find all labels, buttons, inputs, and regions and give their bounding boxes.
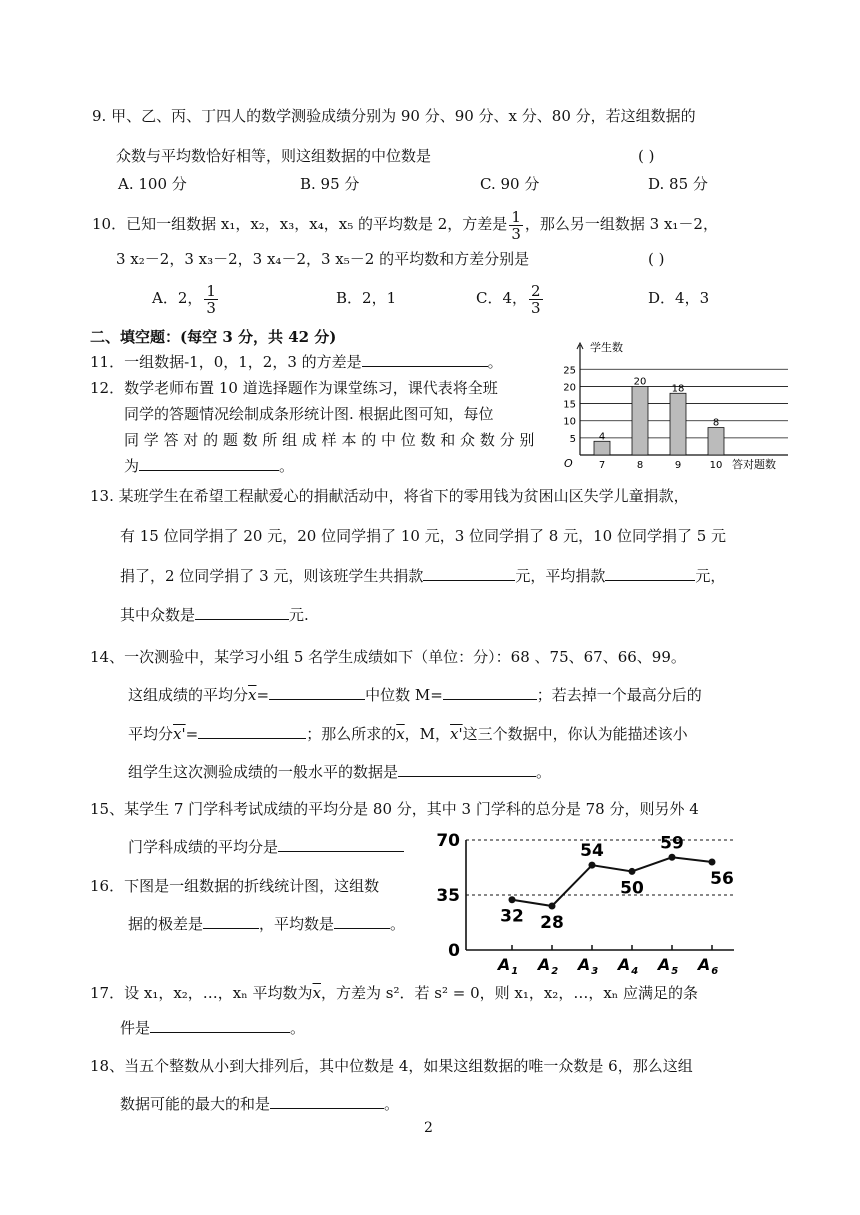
q10-option-c-den: 3	[531, 298, 541, 317]
q16-line2-c: 。	[390, 915, 406, 933]
bar-chart-ytick-label: 25	[563, 365, 576, 377]
line-chart-data-label: 54	[580, 841, 604, 862]
q14-xbar-symbol: $\overline{x}$	[248, 686, 257, 704]
q18-line1: 18、当五个整数从小到大排列后，其中位数是 4，如果这组数据的唯一众数是 6，那么这组	[90, 1057, 693, 1075]
q14-line2-a: 这组成绩的平均分	[128, 686, 249, 704]
q15-blank[interactable]	[278, 837, 404, 852]
bar-chart-ytick-label: 20	[563, 382, 576, 394]
bar-chart-ylabel: 学生数	[590, 341, 623, 354]
q17-blank[interactable]	[150, 1018, 290, 1033]
q15-line2	[128, 837, 404, 857]
line-chart-xtick-label: $A_6$	[697, 955, 719, 977]
bar-chart	[562, 335, 802, 475]
q11-text: 11．一组数据-1，0，1，2，3 的方差是	[90, 353, 362, 371]
line-chart-data-label: 32	[500, 906, 524, 927]
q16-line2-a: 据的极差是	[128, 915, 204, 933]
bar-chart-bar	[632, 386, 648, 455]
q9-option-b: B. 95 分	[300, 175, 360, 193]
bar-chart-bar	[594, 441, 610, 455]
q13-line3-c: 元，	[695, 567, 726, 585]
q14-line2-c: 中位数 M=	[365, 686, 443, 704]
q14-line4-b: 。	[536, 763, 552, 781]
q10-option-a-num: 1	[206, 281, 216, 300]
line-chart	[434, 826, 744, 982]
q10-option-a-den: 3	[206, 298, 216, 317]
bar-chart-xtick-label: 10	[709, 460, 723, 471]
bar-chart-origin: O	[564, 457, 573, 470]
line-chart-ytick-label: 70	[436, 831, 460, 851]
line-chart-point	[509, 896, 516, 903]
q12-end: 。	[279, 457, 295, 475]
line-chart-series-line	[512, 857, 712, 906]
q10-line2: 3 x₂－2，3 x₃－2，3 x₄－2，3 x₅－2 的平均数和方差分别是	[116, 250, 530, 268]
line-chart-point	[589, 862, 596, 869]
q18-line2	[120, 1094, 399, 1114]
q13-line3-b: 元，平均捐款	[515, 567, 606, 585]
q13-blank-average[interactable]	[605, 566, 695, 581]
q16-line2-b: ，平均数是	[259, 915, 335, 933]
q13-line4	[120, 605, 309, 625]
bar-chart-xlabel: 答对题数	[732, 458, 776, 471]
line-chart-xtick-subscript: 5	[671, 966, 679, 977]
q10-line1-post: ，那么另一组数据 3 x₁－2，	[524, 215, 718, 233]
q9-option-d: D. 85 分	[648, 175, 708, 193]
q11-line	[90, 352, 503, 372]
q10-fraction	[509, 209, 523, 242]
line-chart-xtick-label: $A_4$	[617, 955, 639, 977]
q10-frac-den: 3	[511, 224, 521, 243]
q14-line2	[128, 685, 702, 705]
line-chart-point	[669, 854, 676, 861]
line-chart-data-label: 56	[710, 869, 734, 889]
line-chart-data-label: 50	[620, 878, 644, 899]
bar-chart-xtick-label: 9	[674, 460, 682, 471]
q12-blank[interactable]	[139, 456, 279, 471]
q10-line1-pre: 10．已知一组数据 x₁，x₂，x₃，x₄，x₅ 的平均数是 2，方差是	[92, 215, 508, 233]
q12-line3: 同 学 答 对 的 题 数 所 组 成 样 本 的 中 位 数 和 众 数 分 别	[124, 431, 535, 449]
line-chart-xtick-subscript: 2	[551, 966, 559, 977]
q14-blank-new-mean[interactable]	[198, 724, 306, 739]
line-chart-xtick-subscript: 1	[511, 966, 519, 977]
line-chart-xtick-label: $A_1$	[497, 955, 519, 977]
q14-line1: 14、一次测验中，某学习小组 5 名学生成绩如下（单位：分）：68 、75、67、66、99。	[90, 648, 686, 666]
q14-blank-median[interactable]	[443, 685, 537, 700]
q16-blank-range[interactable]	[203, 914, 259, 929]
q11-end: 。	[487, 353, 503, 371]
q14-line3-e: 这三个数据中，你认为能描述该小	[462, 725, 688, 743]
line-chart-xtick-label: $A_5$	[657, 955, 679, 977]
line-chart-point	[549, 903, 556, 910]
q10-frac-num: 1	[511, 207, 521, 226]
q17-line1-a: 17．设 x₁，x₂，…，xₙ 平均数为	[90, 984, 313, 1002]
q10-option-a-fraction	[204, 283, 218, 316]
line-chart-xtick-label: $A_3$	[577, 955, 599, 977]
bar-chart-data-label: 20	[633, 376, 647, 388]
bar-chart-bar	[670, 393, 686, 455]
bar-chart-xtick-label: 8	[636, 460, 644, 471]
q13-blank-total[interactable]	[423, 566, 515, 581]
q13-line3-a: 捐了，2 位同学捐了 3 元，则该班学生共捐款	[120, 567, 424, 585]
q9-option-c: C. 90 分	[480, 175, 540, 193]
q13-line2: 有 15 位同学捐了 20 元，20 位同学捐了 10 元，3 位同学捐了 8 元，10 位同学捐了 5 元	[120, 527, 727, 545]
q17-xbar-symbol: $\overline{x}$	[312, 984, 321, 1002]
q17-line2-b: 。	[290, 1019, 306, 1037]
q13-line1: 13. 某班学生在希望工程献爱心的捐献活动中，将省下的零用钱为贫困山区失学儿童捐款，	[90, 487, 689, 505]
line-chart-xtick-subscript: 4	[631, 966, 639, 977]
q14-blank-best[interactable]	[398, 762, 536, 777]
q14-line4	[128, 762, 551, 782]
q17-line1	[90, 983, 698, 1003]
q17-line1-b: ，方差为 s²．若 s² = 0，则 x₁，x₂，…，xₙ 应满足的条	[321, 984, 699, 1002]
bar-chart-ytick-label: 5	[569, 433, 576, 445]
line-chart-data-label: 28	[540, 913, 564, 933]
bar-chart-data-label: 18	[671, 383, 685, 395]
q14-xprime-symbol: x'	[173, 725, 186, 743]
q10-option-d: D．4，3	[648, 289, 710, 307]
q14-line3-d: ，M，	[404, 725, 451, 743]
q12-line4-text: 为	[124, 457, 140, 475]
bar-chart-data-label: 4	[598, 431, 606, 443]
q14-line3-a: 平均分	[128, 725, 174, 743]
q14-xprime-symbol-2: x'	[450, 725, 463, 743]
line-chart-data-label: 59	[660, 833, 684, 854]
q14-line3	[128, 724, 688, 744]
bar-chart-ytick-label: 15	[563, 399, 576, 411]
q12-line2: 同学的答题情况绘制成条形统计图. 根据此图可知，每位	[124, 405, 494, 423]
line-chart-xtick-subscript: 6	[711, 966, 719, 977]
q10-option-c	[476, 276, 545, 320]
q15-line2-text: 门学科成绩的平均分是	[128, 838, 279, 856]
q9-line1: 9. 甲、乙、丙、丁四人的数学测验成绩分别为 90 分、90 分、x 分、80 分，若这组数据的	[92, 107, 696, 125]
q18-line2-b: 。	[384, 1095, 400, 1113]
q16-line1: 16．下图是一组数据的折线统计图，这组数	[90, 877, 380, 895]
line-chart-ytick-label: 35	[436, 886, 460, 906]
line-chart-point	[709, 859, 716, 866]
q12-line4	[124, 456, 294, 476]
q13-line4-a: 其中众数是	[120, 606, 196, 624]
q16-line2	[128, 914, 405, 934]
q14-line3-eq: =	[185, 725, 199, 743]
q9-option-a: A. 100 分	[118, 175, 187, 193]
q14-xbar-symbol-2: $\overline{x}$	[396, 725, 405, 743]
q12-line1: 12．数学老师布置 10 道选择题作为课堂练习，课代表将全班	[90, 379, 498, 397]
q13-line4-b: 元.	[289, 606, 309, 624]
q14-line2-d: ；若去掉一个最高分后的	[536, 686, 702, 704]
line-chart-ytick-label: 0	[448, 941, 460, 961]
line-chart-xtick-label: $A_2$	[537, 955, 559, 977]
q10-option-a-text: A．2，	[152, 289, 203, 307]
bar-chart-bar	[708, 428, 724, 455]
q9-answer-paren: ( )	[638, 147, 655, 165]
q14-blank-mean[interactable]	[269, 685, 365, 700]
q18-line2-a: 数据可能的最大的和是	[120, 1095, 271, 1113]
bar-chart-ytick-label: 10	[563, 416, 576, 428]
section-2-heading: 二、填空题：(每空 3 分，共 42 分)	[90, 328, 337, 346]
q13-line3	[120, 566, 725, 586]
q10-answer-paren: ( )	[648, 250, 665, 268]
q17-line2	[120, 1018, 305, 1038]
line-chart-point	[629, 868, 636, 875]
line-chart-xtick-subscript: 3	[591, 966, 599, 977]
q11-blank[interactable]	[362, 352, 488, 367]
q14-line2-eq: =	[256, 686, 270, 704]
q10-option-a	[152, 276, 220, 320]
q14-line4-a: 组学生这次测验成绩的一般水平的数据是	[128, 763, 399, 781]
page-number: 2	[424, 1120, 433, 1136]
q13-blank-mode[interactable]	[195, 605, 289, 620]
q15-line1: 15、某学生 7 门学科考试成绩的平均分是 80 分，其中 3 门学科的总分是 78 分，则另外 4	[90, 800, 699, 818]
q10-option-c-fraction	[529, 283, 543, 316]
q9-line2: 众数与平均数恰好相等，则这组数据的中位数是	[116, 147, 432, 165]
q14-line3-c: ；那么所求的	[306, 725, 397, 743]
q17-line2-a: 件是	[120, 1019, 151, 1037]
q16-blank-mean[interactable]	[334, 914, 390, 929]
bar-chart-data-label: 8	[712, 417, 720, 429]
q10-line1	[92, 202, 718, 246]
q18-blank[interactable]	[270, 1094, 384, 1109]
bar-chart-xtick-label: 7	[598, 460, 606, 471]
q10-option-c-text: C．4，	[476, 289, 528, 307]
q10-option-c-num: 2	[531, 281, 541, 300]
q10-option-b: B．2，1	[336, 289, 397, 307]
